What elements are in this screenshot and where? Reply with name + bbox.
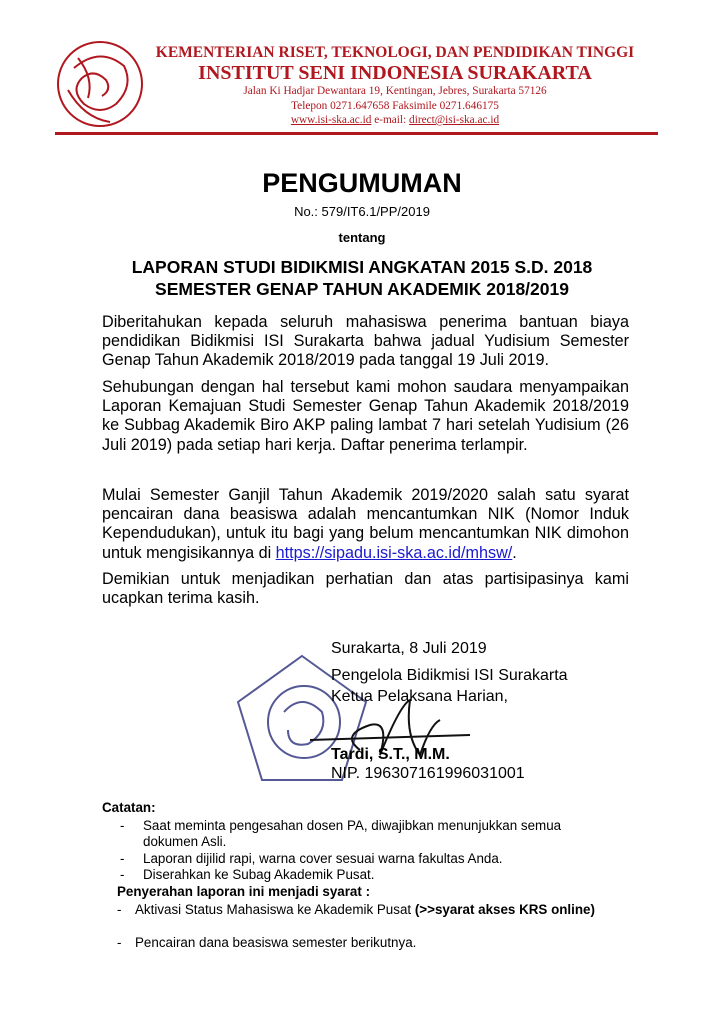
signer-name: Tardi, S.T., M.M.	[331, 746, 450, 763]
contact-line	[150, 114, 640, 126]
page-title: PENGUMUMAN	[262, 168, 462, 198]
ministry-name: KEMENTERIAN RISET, TEKNOLOGI, DAN PENDIDIKAN TINGGI	[155, 44, 635, 61]
req-item-1-text: Aktivasi Status Mahasiswa ke Akademik Pusat	[135, 902, 415, 917]
paragraph-1: Diberitahukan kepada seluruh mahasiswa penerima bantuan biaya pendidikan Bidikmisi ISI Surakarta bahwa jadual Yudisium Semester Genap Tahun Akademik 2018/2019 pada tanggal 19 Juli 2019.	[102, 313, 629, 370]
note-bullet: -	[120, 867, 125, 882]
document-number: No.: 579/IT6.1/PP/2019	[294, 204, 430, 219]
paragraph-4: Demikian untuk menjadikan perhatian dan atas partisipasinya kami ucapkan terima kasih.	[102, 570, 629, 608]
paragraph-2: Sehubungan dengan hal tersebut kami mohon saudara menyampaikan Laporan Kemajuan Studi Semester Genap Tahun Akademik 2018/2019 ke Subbag Akademik Biro AKP paling lambat 7 hari setelah Yudisium (26 Juli 2019) pada setiap hari kerja. Daftar penerima terlampir.	[102, 378, 629, 454]
subject-line-2: SEMESTER GENAP TAHUN AKADEMIK 2018/2019	[155, 279, 569, 299]
sipadu-link[interactable]: https://sipadu.isi-ska.ac.id/mhsw/	[275, 543, 513, 562]
institution-name: INSTITUT SENI INDONESIA SURAKARTA	[198, 62, 592, 84]
header-rule	[55, 132, 658, 135]
signer-nip: NIP. 196307161996031001	[331, 765, 525, 782]
note-item-2: Laporan dijilid rapi, warna cover sesuai warna fakultas Anda.	[143, 851, 503, 866]
email-label: e-mail:	[374, 114, 407, 126]
place-date: Surakarta, 8 Juli 2019	[331, 640, 487, 657]
note-bullet: -	[120, 851, 125, 866]
signer-role-1: Pengelola Bidikmisi ISI Surakarta	[331, 667, 568, 684]
paragraph-3	[102, 486, 629, 563]
req-item-2: Pencairan dana beasiswa semester berikutnya.	[135, 935, 417, 950]
requirements-heading: Penyerahan laporan ini menjadi syarat :	[117, 884, 371, 899]
website-link[interactable]: www.isi-ska.ac.id	[290, 114, 372, 126]
note-bullet: -	[120, 818, 125, 833]
address: Jalan Ki Hadjar Dewantara 19, Kentingan, Jebres, Surakarta 57126	[243, 85, 547, 97]
subject	[0, 256, 724, 300]
email-link[interactable]: direct@isi-ska.ac.id	[409, 114, 500, 126]
req-bullet: -	[117, 902, 122, 917]
paragraph-3-end: .	[512, 543, 517, 562]
signer-role-2: Ketua Pelaksana Harian,	[331, 688, 508, 705]
req-item-1-emphasis: (>>syarat akses KRS online)	[414, 902, 595, 917]
note-item-1: Saat meminta pengesahan dosen PA, diwajibkan menunjukkan semua dokumen Asli.	[143, 818, 562, 849]
subject-line-1: LAPORAN STUDI BIDIKMISI ANGKATAN 2015 S.D. 2018	[131, 257, 593, 277]
about-label: tentang	[338, 230, 386, 245]
req-bullet: -	[117, 935, 122, 950]
isi-logo-icon	[54, 38, 146, 130]
paragraph-3-text: Mulai Semester Ganjil Tahun Akademik 2019/2020 salah satu syarat pencairan dana beasiswa adalah mencantumkan NIK (Nomor Induk Kependudukan), untuk itu bagi yang belum mencantumkan NIK dimohon untuk mengisikannya di	[102, 486, 629, 562]
req-item-1	[135, 902, 595, 918]
phone: Telepon 0271.647658 Faksimile 0271.646175	[291, 100, 499, 112]
note-item-3: Diserahkan ke Subag Akademik Pusat.	[143, 867, 375, 882]
notes-heading: Catatan:	[102, 800, 156, 815]
